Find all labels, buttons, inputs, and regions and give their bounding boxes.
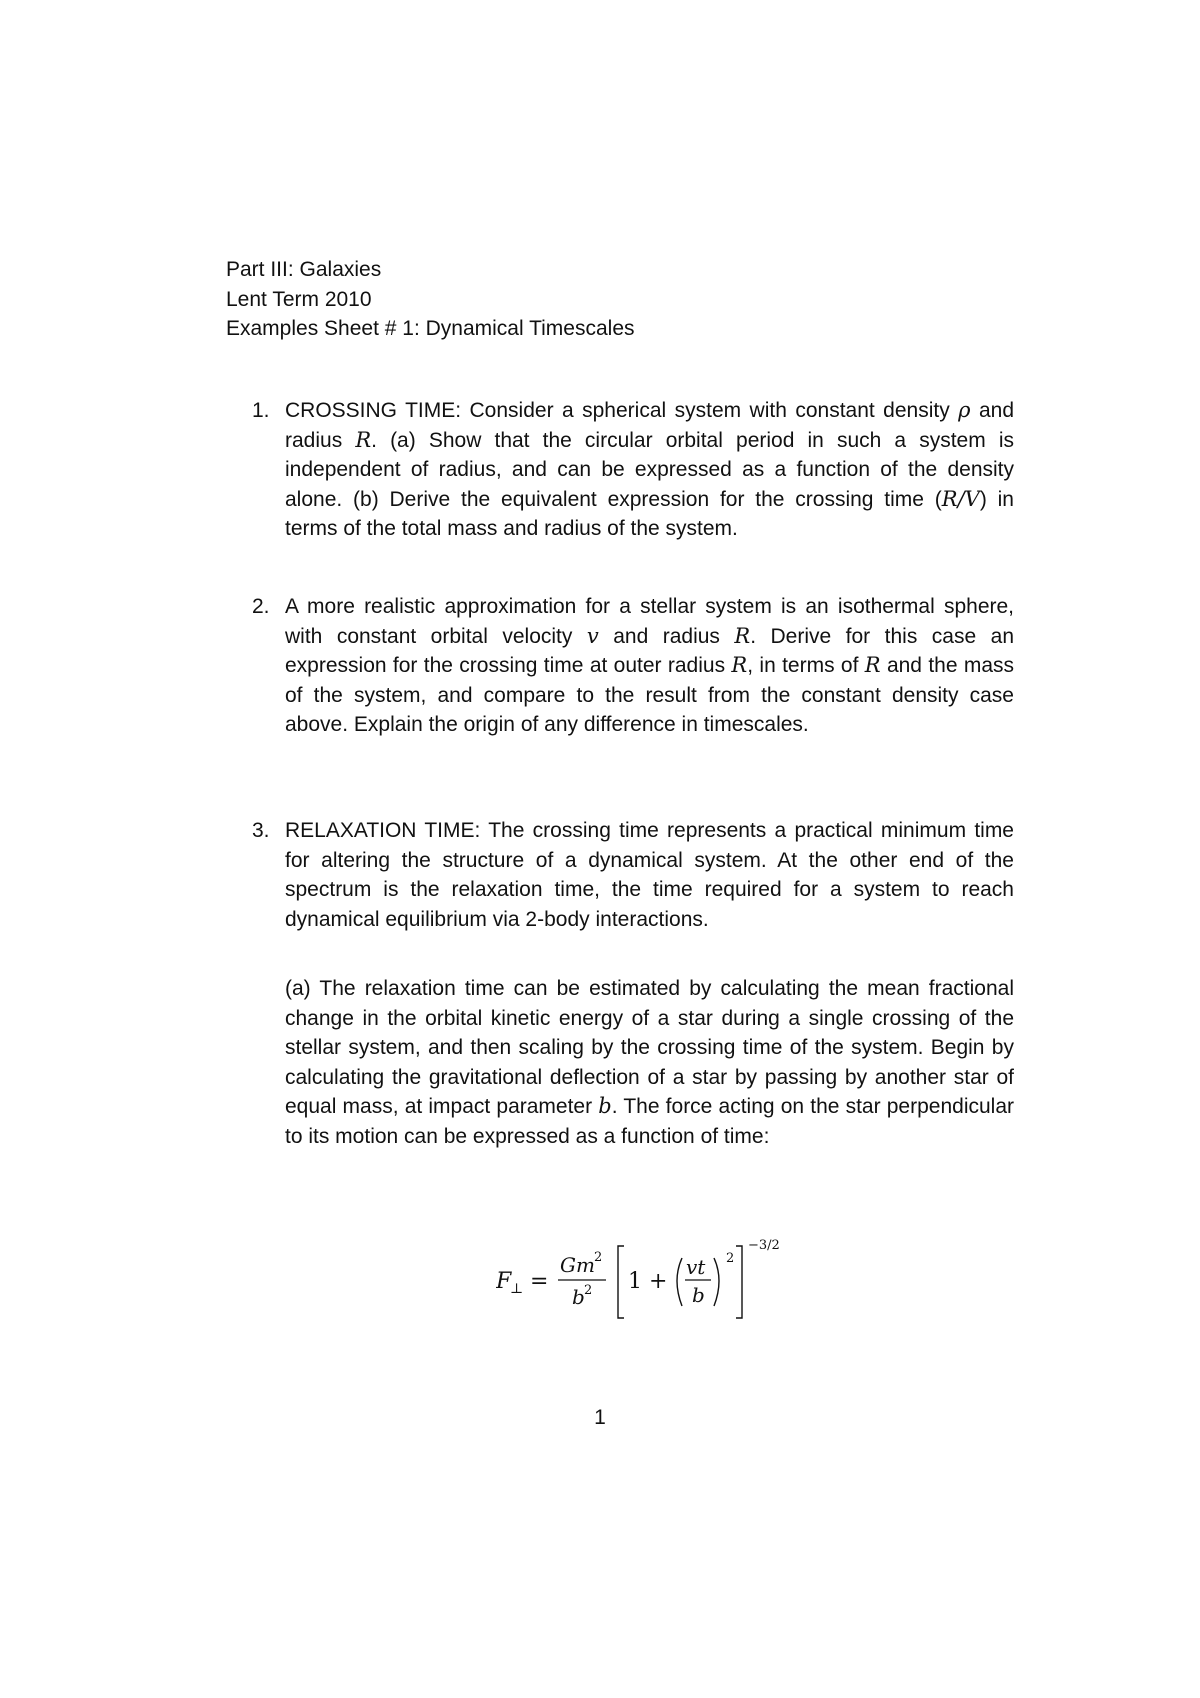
left-bracket [618, 1246, 624, 1318]
text-run: and the mass of the system, and compare to the result from the constant density case above. Explain the origin of any difference in timescales. [285, 654, 1015, 736]
eq-perp: ⊥ [510, 1281, 524, 1297]
text-run: . The force acting on the star perpendicular to its motion can be expressed as a function of time: [285, 1095, 1015, 1148]
part-a-text [285, 974, 1014, 1151]
math-R: R [864, 653, 881, 677]
question-body [285, 816, 1014, 1151]
text-run: The crossing time represents a practical minimum time for altering the structure of a dynamical system. At the other end of the spectrum is the relaxation time, the time required for a system to reach dynamical equilibrium via 2-body interactions. [285, 819, 1014, 931]
question-text [285, 396, 1014, 544]
question-number: 2. [252, 595, 270, 618]
sheet-header [226, 255, 635, 344]
text-run: , in terms of [747, 654, 865, 677]
text-run: . (a) Show that the circular orbital period in such a system is independent of radius, and can be expressed as a function of the density alone. (b) Derive the equivalent expression for the crossing time ( [285, 428, 1014, 511]
eq-inner-denominator: b [692, 1283, 705, 1307]
question-2 [252, 592, 1014, 740]
eq-inner-exponent: 2 [726, 1251, 735, 1266]
force-equation [496, 1234, 816, 1324]
eq-numerator: Gm [560, 1253, 595, 1277]
text-run: . Derive for this case an expression for the crossing time at outer radius [285, 624, 1014, 677]
question-body [285, 592, 1014, 740]
left-paren [677, 1258, 682, 1306]
question-1 [252, 396, 1014, 544]
eq-lhs: F [496, 1269, 512, 1294]
eq-one-plus: 1 + [628, 1269, 668, 1294]
page-number: 1 [594, 1406, 606, 1429]
question-text [285, 816, 1014, 934]
math-R: R [734, 623, 751, 648]
eq-denominator-exponent: 2 [584, 1283, 593, 1298]
right-paren [714, 1258, 719, 1306]
question-3 [252, 816, 1014, 1151]
sheet-title: Examples Sheet # 1: Dynamical Timescales [226, 317, 635, 340]
question-lead: CROSSING TIME: [285, 399, 462, 422]
text-run: Consider a spherical system with constant density [461, 399, 959, 422]
eq-equals: = [530, 1269, 549, 1294]
eq-inner-numerator: vt [686, 1255, 706, 1279]
text-run: and radius [285, 399, 1014, 452]
text-run: (a) The relaxation time can be estimated by calculating the mean fractional change in the orbital kinetic energy of a star during a single crossing of the stellar system, and then scaling by the crossing time of the system. Begin by calculating the gravitational deflection of a star by passing by another star of equal mass, at impact parameter [285, 977, 1014, 1118]
question-lead: RELAXATION TIME: [285, 819, 481, 842]
text-run: and radius [598, 624, 735, 648]
math-rho: ρ [958, 398, 971, 422]
eq-outer-exponent: −3/2 [748, 1238, 780, 1253]
term-line: Lent Term 2010 [226, 287, 372, 311]
text-run: ) in terms of the total mass and radius of the system. [285, 487, 1014, 540]
right-bracket [736, 1246, 742, 1318]
text-run: A more realistic approximation for a stellar system is an isothermal sphere, with constant orbital velocity [285, 595, 1014, 648]
math-v: v [586, 623, 599, 648]
question-number: 1. [252, 399, 270, 422]
question-number: 3. [252, 819, 270, 842]
math-R: R [731, 653, 748, 677]
question-text [285, 592, 1014, 740]
eq-numerator-exponent: 2 [594, 1250, 603, 1265]
eq-denominator: b [572, 1285, 585, 1309]
course-title: Part III: Galaxies [226, 258, 382, 281]
math-b: b [598, 1094, 612, 1118]
math-R: R [355, 427, 372, 452]
math-R-over-V: R/V [941, 486, 980, 511]
question-body [285, 396, 1014, 544]
